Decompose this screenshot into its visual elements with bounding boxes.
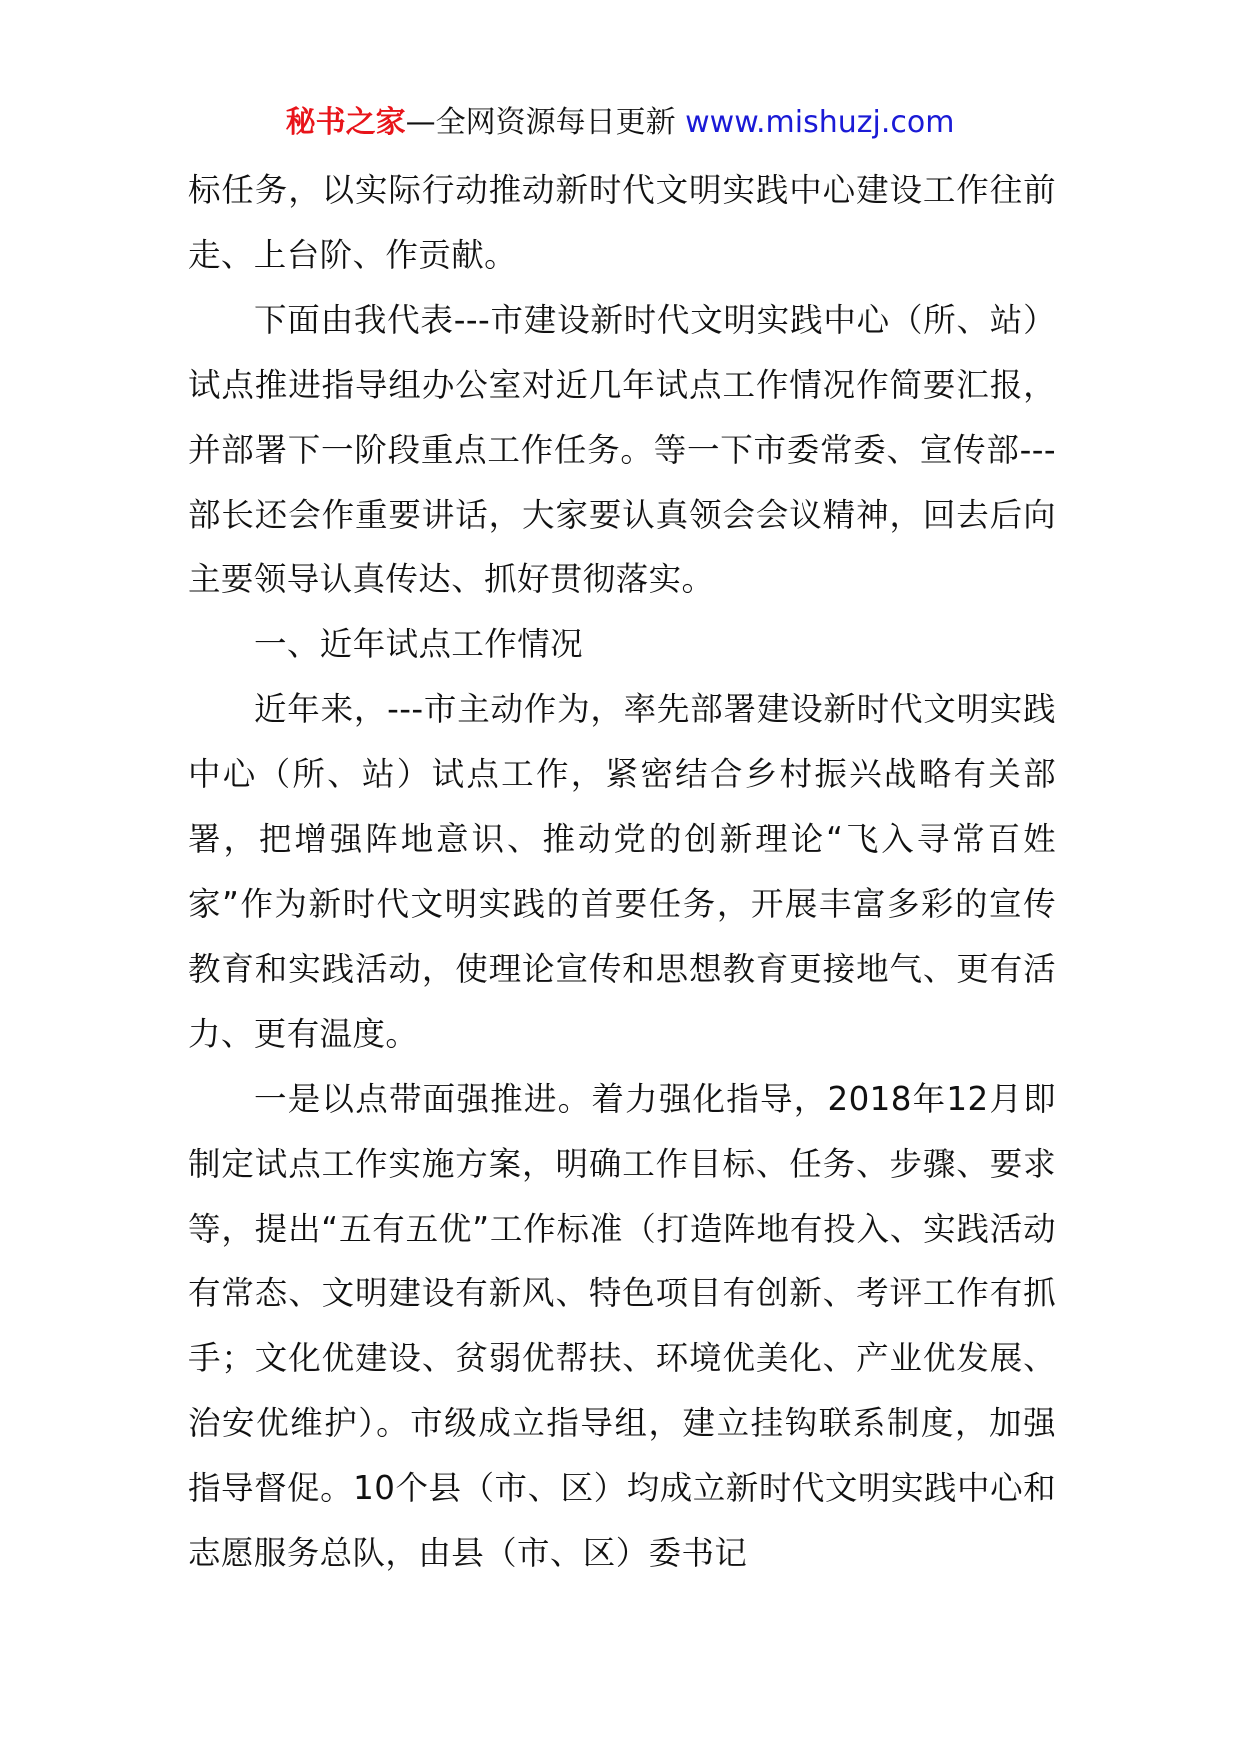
paragraph-continuation: 标任务，以实际行动推动新时代文明实践中心建设工作往前走、上台阶、作贡献。	[188, 171, 1056, 274]
paragraph-overview: 近年来，---市主动作为，率先部署建设新时代文明实践中心（所、站）试点工作，紧密结合乡村振兴战略有关部署，把增强阵地意识、推动党的创新理论“飞入寻常百姓家”作为新时代文明实践的首要任务，开展丰富多彩的宣传教育和实践活动，使理论宣传和思想教育更接地气、更有活力、更有温度。	[188, 690, 1056, 1053]
site-url: www.mishuzj.com	[685, 105, 955, 140]
header-tagline: —全网资源每日更新	[405, 105, 676, 140]
document-body	[188, 158, 1056, 1586]
paragraph-point-one: 一是以点带面强推进。着力强化指导，2018年12月即制定试点工作实施方案，明确工作目标、任务、步骤、要求等，提出“五有五优”工作标准（打造阵地有投入、实践活动有常态、文明建设有新风、特色项目有创新、考评工作有抓手；文化优建设、贫弱优帮扶、环境优美化、产业优发展、治安优维护）。市级成立指导组，建立挂钩联系制度，加强指导督促。10个县（市、区）均成立新时代文明实践中心和志愿服务总队，由县（市、区）委书记	[188, 1079, 1056, 1573]
brand-name: 秘书之家	[285, 105, 406, 140]
paragraph-intro: 下面由我代表---市建设新时代文明实践中心（所、站）试点推进指导组办公室对近几年试点工作情况作简要汇报，并部署下一阶段重点工作任务。等一下市委常委、宣传部---部长还会作重要讲话，大家要认真领会会议精神，回去后向主要领导认真传达、抓好贯彻落实。	[188, 300, 1056, 599]
document-header	[0, 103, 1240, 143]
section-heading: 一、近年试点工作情况	[254, 625, 584, 664]
